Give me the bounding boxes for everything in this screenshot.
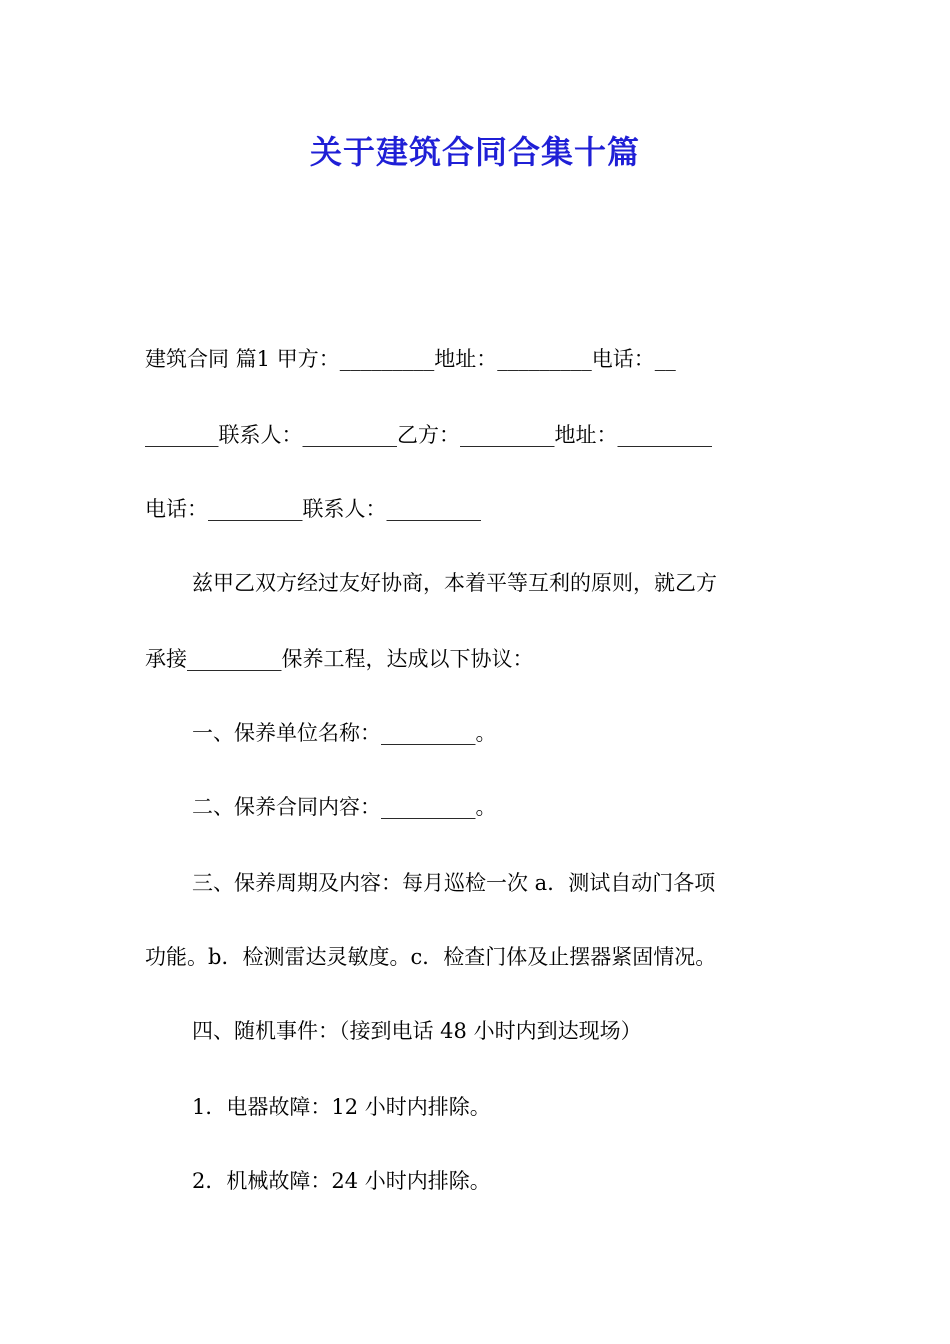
party-b-line: _______联系人：_________乙方：_________地址：_________ [145, 423, 712, 447]
party-b-contact-line: 电话：_________联系人：_________ [145, 497, 481, 521]
intro-paragraph-line-2: 承接_________保养工程，达成以下协议： [145, 647, 534, 671]
clause-1: 一、保养单位名称：_________。 [192, 721, 497, 745]
clause-3-line-1: 三、保养周期及内容：每月巡检一次 a．测试自动门各项 [192, 871, 716, 895]
clause-4: 四、随机事件：（接到电话 48 小时内到达现场） [192, 1019, 642, 1043]
clause-4-item-2: 2．机械故障：24 小时内排除。 [192, 1169, 491, 1193]
clause-4-item-1: 1．电器故障：12 小时内排除。 [192, 1095, 491, 1119]
clause-3-line-2: 功能。b．检测雷达灵敏度。c．检查门体及止摆器紧固情况。 [145, 945, 717, 969]
clause-2: 二、保养合同内容：_________。 [192, 795, 497, 819]
party-a-line: 建筑合同 篇1 甲方：_________地址：_________电话：__ [145, 347, 676, 371]
document-title: 关于建筑合同合集十篇 [309, 133, 640, 171]
intro-paragraph-line-1: 兹甲乙双方经过友好协商，本着平等互利的原则，就乙方 [192, 571, 717, 595]
